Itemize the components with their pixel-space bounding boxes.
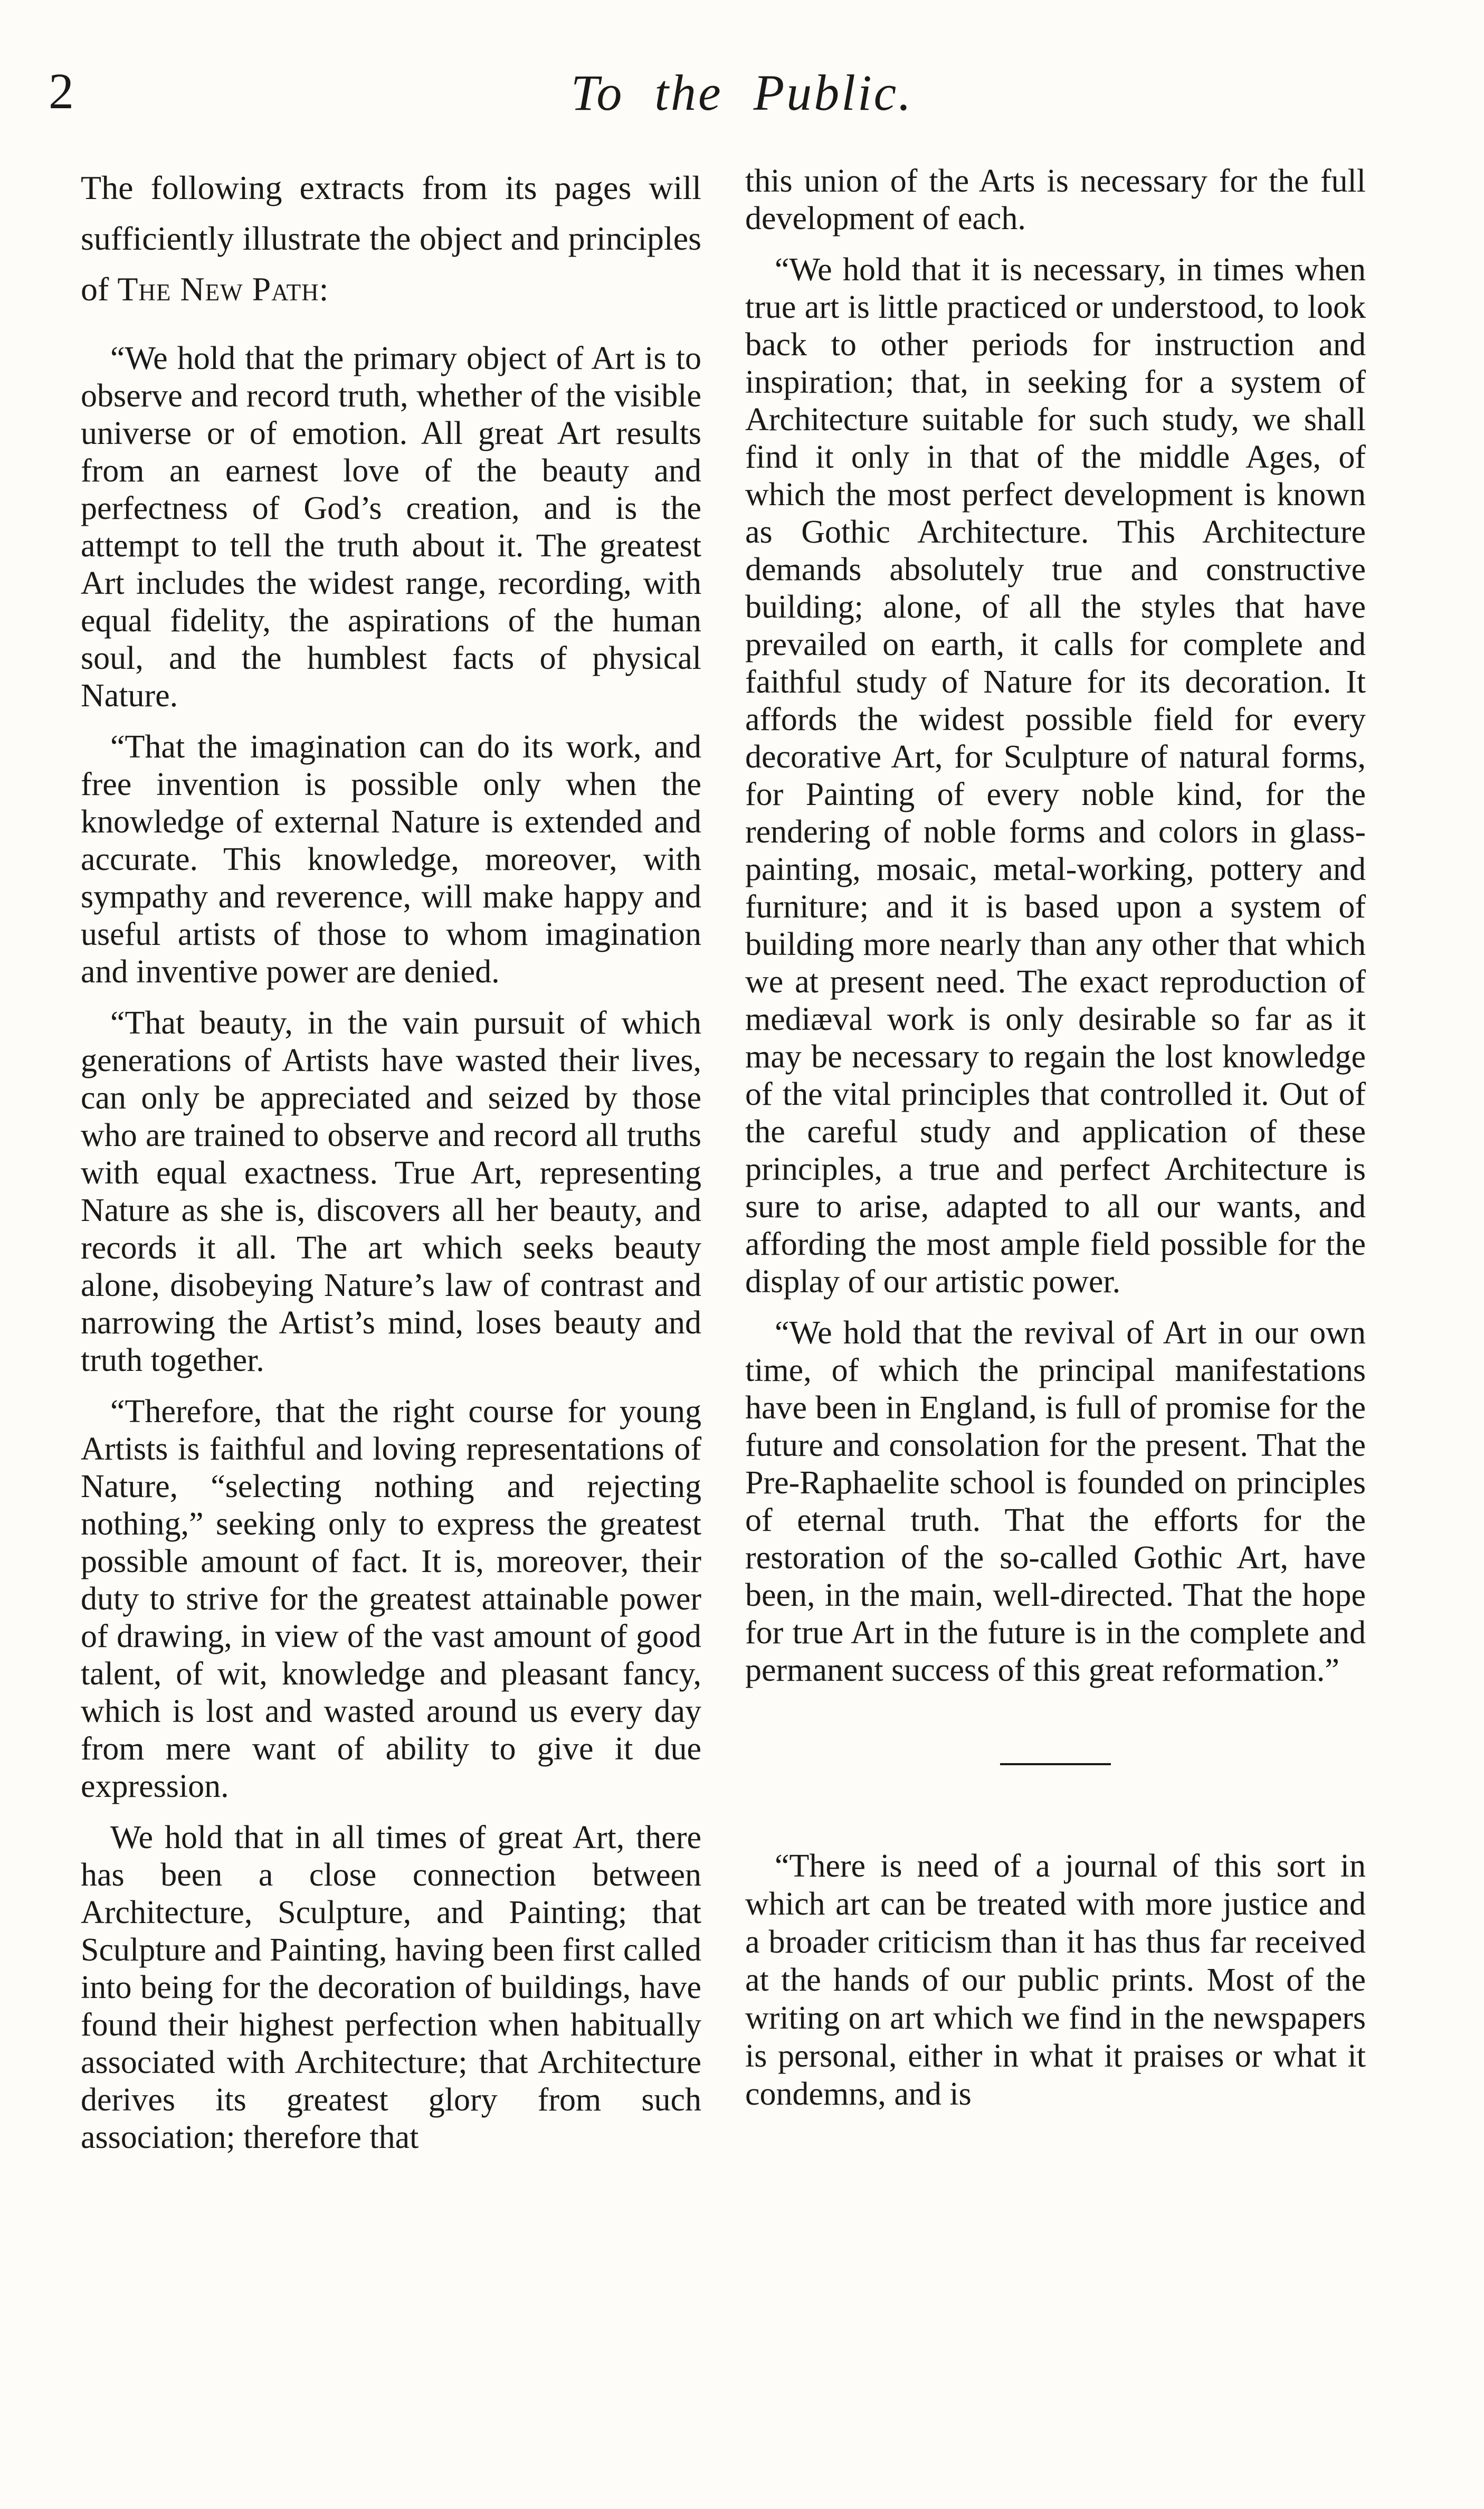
intro-text: The following extracts from its pages will sufficiently illustrate the object and principles of [81, 169, 701, 308]
page-number: 2 [49, 63, 74, 119]
left-column [81, 163, 701, 2170]
intro-paragraph [81, 163, 701, 315]
quote-paragraph: “That the imagination can do its work, and free invention is possible only when the knowledge of external Nature is extended and accurate. This knowledge, moreover, with sympathy and reverence, will make happy and useful artists of those to whom imagination and inventive power are denied. [81, 729, 701, 990]
closing-paragraph: “There is need of a journal of this sort in which art can be treated with more justice and a broader criticism than it has thus far received at the hands of our public prints. Most of the writing on art which we find in the newspapers is personal, either in what it praises or what it condemns, and is [745, 1848, 1366, 2112]
intro-colon: : [319, 270, 329, 308]
quote-paragraph: We hold that in all times of great Art, there has been a close connection between Architecture, Sculpture, and Painting; that Sculpture and Painting, having been first called into being for the decoration of buildings, have found their highest perfection when habitually associated with Architecture; that Architecture derives its greatest glory from such association; therefore that [81, 1820, 701, 2155]
running-head: To the Public. [570, 64, 914, 121]
journal-name: The New Path [117, 270, 319, 308]
quote-paragraph: “We hold that the primary object of Art is to observe and record truth, whether of the visible universe or of emotion. All great Art results from an earnest love of the beauty and perfectness of God’s creation, and is the attempt to tell the truth about it. The greatest Art includes the widest range, recording, with equal fidelity, the aspirations of the human soul, and the humblest facts of physical Nature. [81, 340, 701, 714]
continued-paragraph: this union of the Arts is necessary for the full development of each. [745, 163, 1366, 236]
quote-paragraph: “We hold that the revival of Art in our own time, of which the principal manifestations have been in England, is full of promise for the future and consolation for the present. That the Pre-Raphaelite school is founded on principles of eternal truth. That the efforts for the restoration of the so-called Gothic Art, have been, in the main, well-directed. That the hope for true Art in the future is in the complete and permanent success of this great reformation.” [745, 1315, 1366, 1688]
quote-paragraph: “We hold that it is necessary, in times when true art is little practiced or understood, to look back to other periods for instruction and inspiration; that, in seeking for a system of Architecture suitable for such study, we shall find it only in that of the middle Ages, of which the most perfect development is known as Gothic Architecture. This Architecture demands absolutely true and constructive building; alone, of all the styles that have prevailed on earth, it calls for complete and faithful study of Nature for its decoration. It affords the widest possible field for every decorative Art, for Sculpture of natural forms, for Painting of every noble kind, for the rendering of noble forms and colors in glass-painting, mosaic, metal-working, pottery and furniture; and it is based upon a system of building more nearly than any other that which we at present need. The exact reproduction of mediæval work is only desirable so far as it may be necessary to regain the lost knowledge of the vital principles that controlled it. Out of the careful study and application of these principles, a true and perfect Architecture is sure to arise, adapted to all our wants, and affording the most ample field possible for the display of our artistic power. [745, 252, 1366, 1300]
right-column [745, 163, 1366, 2113]
section-divider [1000, 1763, 1111, 1765]
quote-paragraph: “That beauty, in the vain pursuit of which generations of Artists have wasted their lives, can only be appreciated and seized by those who are trained to observe and record all truths with equal exactness. True Art, representing Nature as she is, discovers all her beauty, and records it all. The art which seeks beauty alone, disobeying Nature’s law of contrast and narrowing the Artist’s mind, loses beauty and truth together. [81, 1005, 701, 1378]
quote-paragraph: “Therefore, that the right course for young Artists is faithful and loving representations of Nature, “selecting nothing and rejecting nothing,” seeking only to express the greatest possible amount of fact. It is, moreover, their duty to strive for the greatest attainable power of drawing, in view of the vast amount of good talent, of wit, knowledge and pleasant fancy, which is lost and wasted around us every day from mere want of ability to give it due expression. [81, 1394, 701, 1804]
